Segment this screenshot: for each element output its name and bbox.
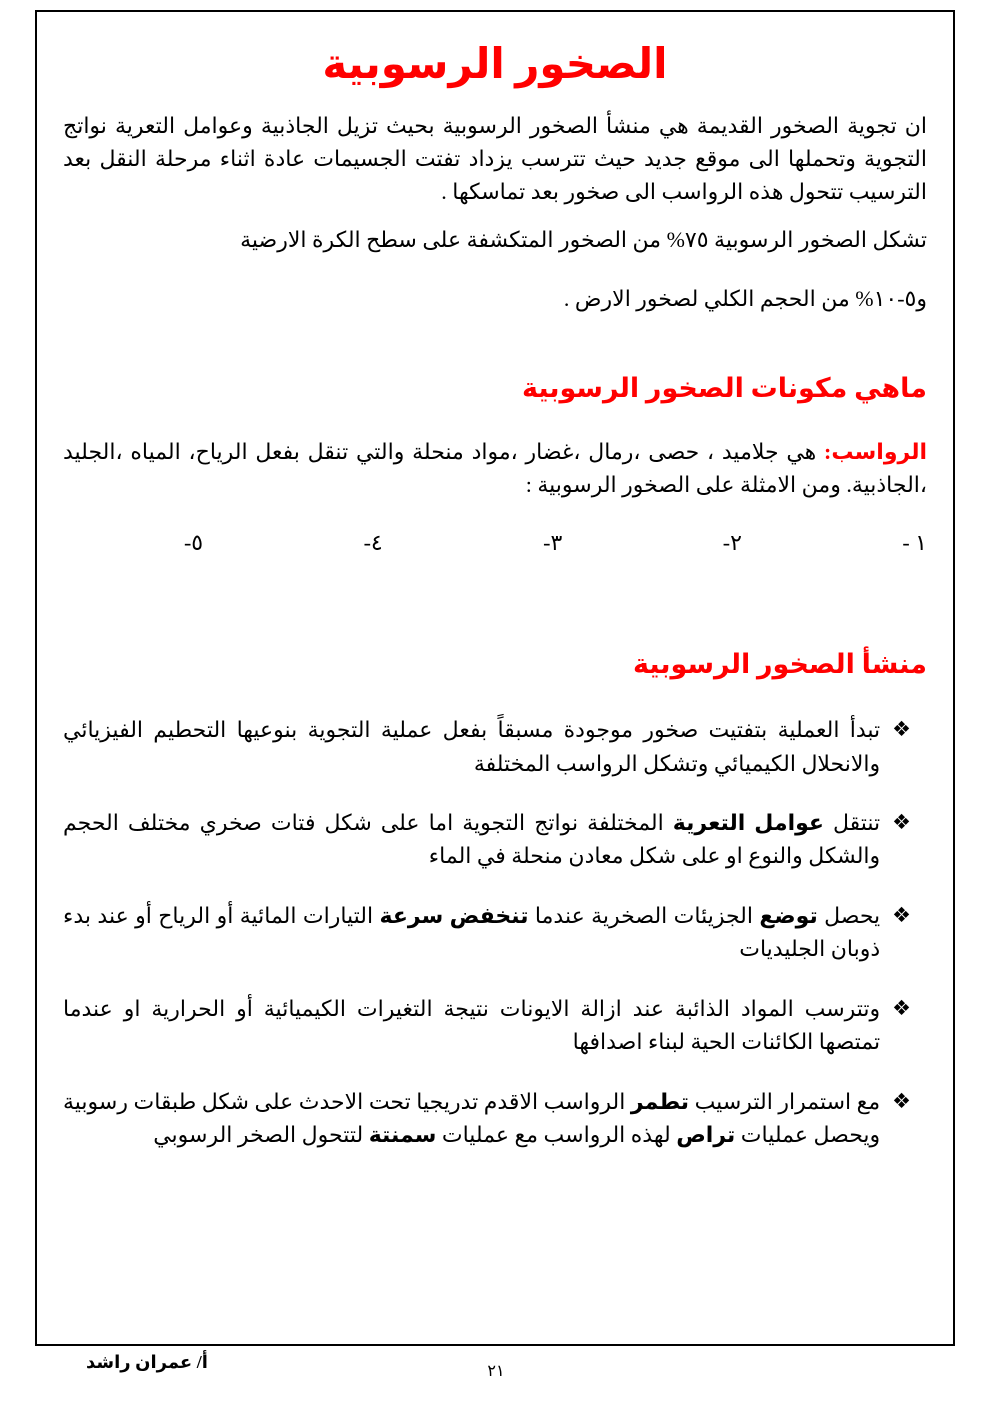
bullet-text bbox=[63, 992, 880, 1059]
intro-paragraph: ان تجوية الصخور القديمة هي منشأ الصخور الرسوبية بحيث تزيل الجاذبية وعوامل التعرية نواتج التجوية وتحملها الى موقع جديد حيث تترسب يزداد تفتت الجسيمات عادة اثناء مرحلة النقل بعد الترسيب تتحول هذه الرواسب الى صخور بعد تماسكها . bbox=[63, 112, 927, 205]
example-number-2: ٢- bbox=[722, 529, 742, 555]
fact-surface-percentage: تشكل الصخور الرسوبية ٧٥% من الصخور المتكشفة على سطح الكرة الارضية bbox=[240, 226, 927, 252]
bullet-text bbox=[63, 806, 880, 873]
list-item bbox=[63, 992, 911, 1059]
bullet-keyword: تطمر bbox=[630, 1088, 690, 1114]
bullet-segment: المختلفة نواتج التجوية اما على شكل فتات صخري مختلف الحجم والشكل والنوع او على شكل معادن منحلة في الماء bbox=[63, 810, 881, 869]
bullet-keyword: تراص bbox=[676, 1122, 736, 1148]
bullet-segment: تبدأ العملية بتفتيت صخور موجودة مسبقاً بفعل عملية التجوية بنوعيها التحطيم الفيزيائي والانحلال الكيميائي وتشكل الرواسب المختلفة bbox=[63, 717, 881, 776]
origin-bullet-list bbox=[63, 713, 927, 1151]
bullet-text bbox=[63, 899, 880, 966]
bullet-keyword: تنخفض سرعة bbox=[379, 902, 529, 928]
bullet-text bbox=[63, 1085, 880, 1152]
page-border bbox=[35, 10, 955, 1346]
bullet-segment: الجزيئات الصخرية عندما bbox=[528, 902, 760, 928]
components-paragraph bbox=[63, 435, 927, 502]
fact-volume-percentage: و٥-١٠% من الحجم الكلي لصخور الارض . bbox=[563, 286, 927, 312]
bullet-segment: تنتقل bbox=[823, 810, 881, 836]
list-item bbox=[63, 899, 911, 966]
example-number-3: ٣- bbox=[543, 529, 563, 555]
bullet-keyword: سمنتة bbox=[368, 1122, 437, 1148]
bullet-text bbox=[63, 713, 880, 780]
components-body-text: هي جلاميد ، حصى ،رمال ،غضار ،مواد منحلة والتي تنقل بفعل الرياح، المياه ،الجليد ،الجاذبية. ومن الامثلة على الصخور الرسوبية : bbox=[63, 438, 927, 498]
example-number-5: ٥- bbox=[183, 529, 204, 555]
diamond-bullet-icon: ❖ bbox=[892, 995, 911, 1020]
list-item bbox=[63, 806, 911, 873]
page-content bbox=[37, 12, 953, 1152]
bullet-segment: وتترسب المواد الذائبة عند ازالة الايونات نتيجة التغيرات الكيميائية أو الحرارية او عندما تمتصها الكائنات الحية لبناء اصدافها bbox=[63, 995, 881, 1055]
bullet-segment: لتتحول الصخر الرسوبي bbox=[153, 1122, 369, 1148]
bullet-segment: التيارات المائية أو الرياح أو عند بدء ذوبان الجليديات bbox=[63, 902, 881, 962]
origin-section-heading: منشأ الصخور الرسوبية bbox=[633, 649, 927, 680]
diamond-bullet-icon: ❖ bbox=[892, 902, 911, 927]
example-number-4: ٤- bbox=[363, 529, 383, 555]
bullet-segment: مع استمرار الترسيب bbox=[689, 1088, 881, 1114]
diamond-bullet-icon: ❖ bbox=[892, 1088, 911, 1113]
bullet-keyword: عوامل التعرية bbox=[672, 810, 824, 836]
example-number-1: ١ - bbox=[902, 529, 927, 555]
sediments-term-label: الرواسب: bbox=[824, 438, 927, 464]
bullet-segment: الرواسب الاقدم تدريجيا تحت الاحدث على شكل طبقات رسوبية ويحصل عمليات bbox=[63, 1088, 881, 1148]
list-item bbox=[63, 713, 911, 780]
bullet-keyword: توضع bbox=[759, 902, 818, 928]
diamond-bullet-icon: ❖ bbox=[892, 717, 911, 742]
bullet-segment: يحصل bbox=[817, 902, 881, 928]
components-section-heading: ماهي مكونات الصخور الرسوبية bbox=[521, 372, 927, 403]
bullet-segment: لهذه الرواسب مع عمليات bbox=[436, 1122, 677, 1148]
footer-page-number: ٢١ bbox=[487, 1363, 505, 1380]
examples-number-row bbox=[184, 526, 927, 559]
list-item bbox=[63, 1085, 911, 1152]
page-title: الصخور الرسوبية bbox=[322, 42, 668, 88]
footer-author: أ/ عمران راشد bbox=[86, 1352, 208, 1372]
diamond-bullet-icon: ❖ bbox=[892, 810, 911, 835]
